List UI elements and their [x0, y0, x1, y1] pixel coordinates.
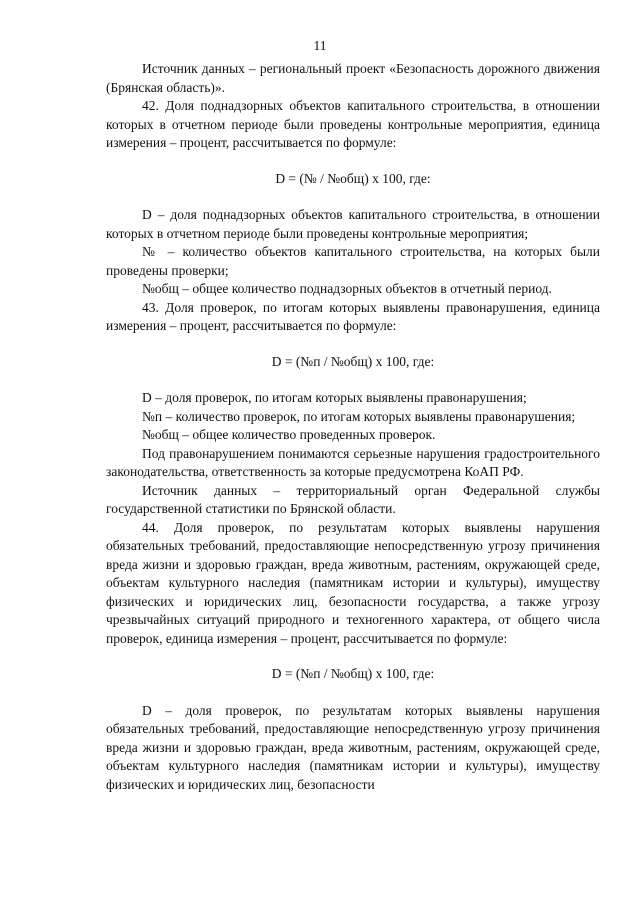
- definition-d-44: D – доля проверок, по результатам которых выявлены нарушения обязательных требований, предоставляющие непосредственную угрозу причинения вреда жизни и здоровью граждан, вреда животным, растениям, окружающей среде, объектам культурного наследия (памятникам истории и культуры), имуществу физических и юридических лиц, безопасности: [106, 702, 600, 792]
- paragraph-offense-definition: Под правонарушением понимаются серьезные нарушения градостроительного законодательства, ответственность за которые предусмотрена КоАП РФ.: [106, 445, 600, 479]
- formula-item-42: D = (№ / №общ) х 100, где:: [275, 170, 431, 186]
- definition-no-total-43: №общ – общее количество проведенных проверок.: [142, 427, 436, 442]
- paragraph-item-44: 44. Доля проверок, по результатам которых выявлены нарушения обязательных требований, предоставляющие непосредственную угрозу причинения вреда жизни и здоровью граждан, вреда животным, растениям, окружающей среде, объектам культурного наследия (памятникам истории и культуры), имуществу физических и юридических лиц, безопасности государства, а также угрозу чрезвычайных ситуаций природного и техногенного характера, от общего числа проверок, единица измерения – процент, рассчитывается по формуле:: [106, 519, 600, 646]
- definition-np-43: №п – количество проверок, по итогам которых выявлены правонарушения;: [142, 408, 576, 424]
- paragraph-source-road-safety: Источник данных – региональный проект «Безопасность дорожного движения (Брянская область)».: [106, 61, 600, 95]
- definition-d-43: D – доля проверок, по итогам которых выявлены правонарушения;: [142, 390, 527, 405]
- formula-item-43: D = (№п / №общ) х 100, где:: [271, 353, 435, 369]
- definition-no-42: № – количество объектов капитального строительства, на которых были проведены проверки;: [106, 244, 600, 278]
- paragraph-source-statistics: Источник данных – территориальный орган Федеральной службы государственной статистики по Брянской области.: [106, 482, 600, 516]
- page-number: 11: [313, 38, 327, 53]
- document-body: [106, 60, 600, 794]
- definition-d-42: D – доля поднадзорных объектов капитального строительства, в отношении которых в отчетном периоде были проведены контрольные мероприятия;: [106, 207, 600, 241]
- definition-no-total-42: №общ – общее количество поднадзорных объектов в отчетный период.: [142, 281, 552, 296]
- formula-item-44: D = (№п / №общ) х 100, где:: [271, 666, 435, 681]
- paragraph-item-42: 42. Доля поднадзорных объектов капитального строительства, в отношении которых в отчетном периоде были проведены контрольные мероприятия, единица измерения – процент, рассчитывается по формуле:: [106, 98, 600, 150]
- paragraph-item-43: 43. Доля проверок, по итогам которых выявлены правонарушения, единица измерения – процент, рассчитывается по формуле:: [106, 299, 600, 333]
